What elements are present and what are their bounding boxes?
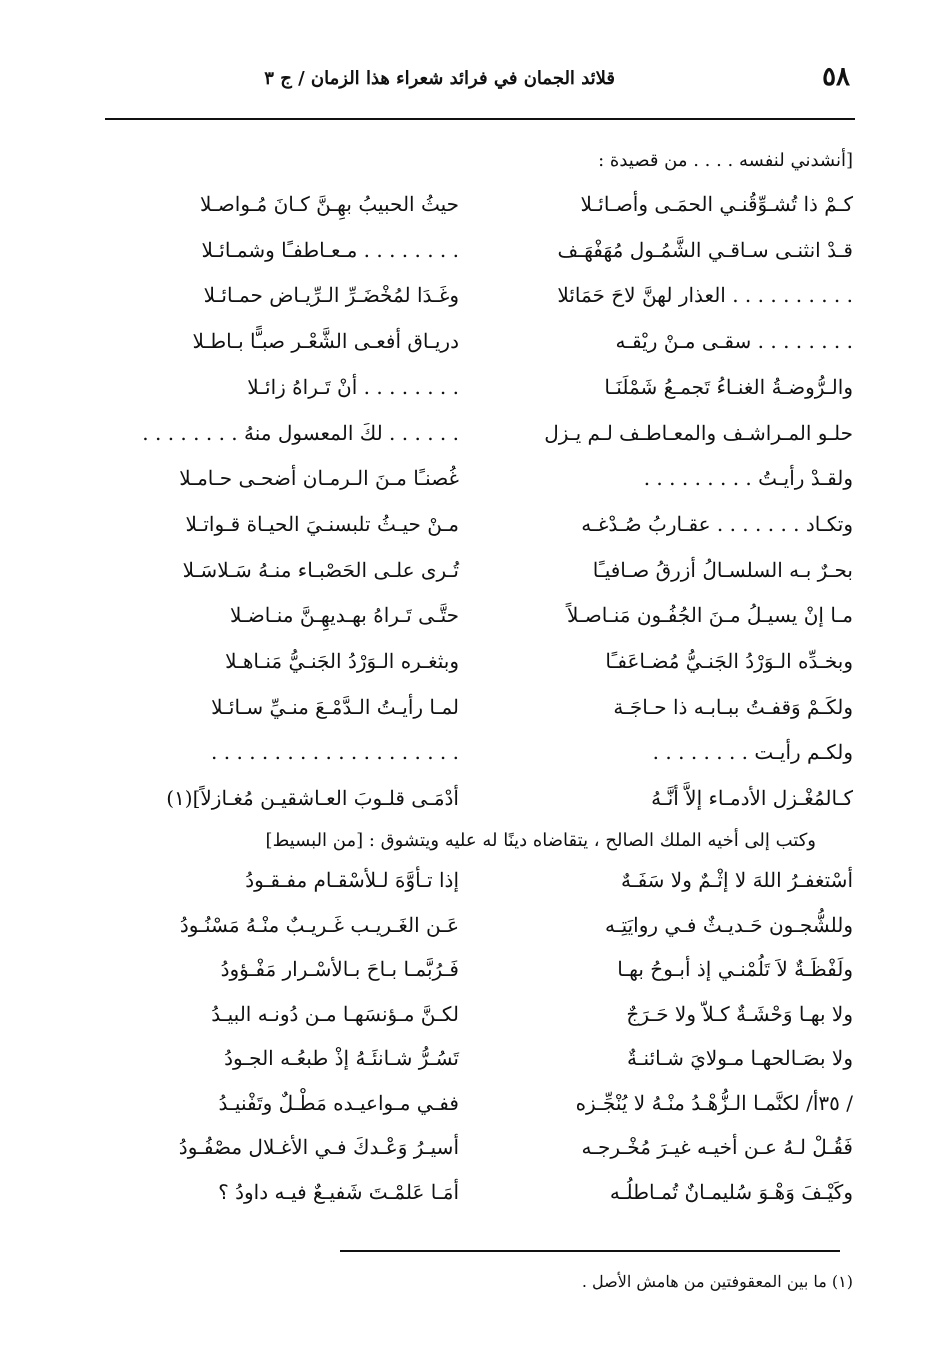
verse-second-hemistich: مـنْ حيـثُ تلبسنـيَ الحيـاة قـواتـلا [185, 511, 459, 536]
verse-first-hemistich: حلـو المـراشـف والمعـاطـف لـم يـزل [544, 420, 853, 445]
verse-second-hemistich: وغَـدَا لمُخْضَـرِّ الـرِّيـاض حمـائـلا [203, 283, 459, 308]
verse-first-hemistich: . . . . . . . . سقـى مـنْ ريْقـه [615, 329, 853, 354]
header-rule [105, 118, 855, 120]
page-header [105, 62, 850, 102]
verse-first-hemistich: وللشُّجـون حَـديـثٌ فـي روايَتِـه [604, 912, 853, 937]
intro-line-2: وكتب إلى أخيه الملك الصالح ، يتقاضاه دينًا له عليه ويتشوق : [من البسيط] [265, 830, 816, 851]
verse-first-hemistich: ولَفْظَـةٌ لاَ تَلُمْنـي إذ أبـوحُ بهـا [617, 957, 853, 981]
verse-first-hemistich: والـرُّوضـةُ الغنـاءُ تَجمـعُ شَمْلَنَـا [604, 374, 853, 399]
verse-second-hemistich: تَسُـرُّ شـانئَـهُ إذْ طبعُـه الجـودُ [224, 1046, 459, 1070]
verse-second-hemistich: . . . . . . . . مـعـاطفـًا وشمـائـلا [201, 237, 459, 262]
verse-first-hemistich: ولا بهـا وَحْشَـةٌ كـلاّ ولا حَـرَجٌ [626, 1001, 853, 1026]
verse-first-hemistich: مـا إنْ يسيـلُ مـنَ الجُفُـون مَنـاصـلاً [567, 603, 853, 628]
verse-second-hemistich: إذا تـأوَّهَ لـلأسْقـام مفـقـودُ [245, 868, 459, 892]
verse-first-hemistich: كـالمُغْـزل الأدمـاء إلاَّ أنَّـهُ [651, 786, 853, 811]
verse-first-hemistich: وكَيْـفَ وَهْـوَ سُليمـانٌ تُمـاطلُـه [609, 1179, 853, 1204]
page-number: ٥٨ [822, 62, 850, 92]
verse-first-hemistich: ولكـم رأيـت . . . . . . . . [652, 740, 853, 765]
verse-second-hemistich: لكـنَّ مـؤنسَهـا مـن دُونـه البيـدُ [211, 1001, 459, 1026]
verse-second-hemistich: أمَـا عَلمْـتَ شَفيـعٌ فيـه داودُ ؟ [218, 1179, 459, 1204]
footnote: (١) ما بين المعقوفتين من هامش الأصل . [581, 1272, 853, 1291]
verse-first-hemistich: أسْتغفـرُ اللهَ لا إثْـمٌ ولا سَفَـهٌ [620, 868, 853, 892]
verse-second-hemistich: وبثغـره الـوَرْدُ الجَنـيُّ مَنـاهـلا [225, 649, 459, 673]
verse-first-hemistich: وتكـاد . . . . . . . عقـاربُ صُـدْغـه [581, 511, 853, 536]
verse-second-hemistich: حتَّـى تَـراهُ بهـديهِـنَّ منـاضـلا [230, 603, 459, 628]
verse-first-hemistich: قـدْ انثنـى سـاقـي الشَّمُـول مُهَفْهَـف [557, 237, 853, 262]
verse-first-hemistich: ولا بصَـالحهـا مـولايَ شـائنـةٌ [626, 1046, 853, 1070]
running-title: قلائد الجمان في فرائد شعراء هذا الزمان / ج ٣ [264, 68, 615, 89]
verse-first-hemistich: فَقُـلْ لـهُ عـن أخيـه غيـرَ مُخْـرجـه [581, 1135, 853, 1159]
verse-second-hemistich: تُـرى علـى الحَصْبـاء منـهُ سَـلاسَـلا [182, 557, 459, 582]
verse-second-hemistich: فَـرُبَّمـا بـاحَ بـالأسْـرار مَفْـؤودُ [220, 957, 459, 981]
verse-second-hemistich: . . . . . . . . . . . . . . . . . . . . [211, 740, 459, 765]
intro-line-1: [أنشدني لنفسه . . . . من قصيدة : [598, 150, 853, 171]
verse-second-hemistich: لمـا رأيـتُ الـدَّمْـعَ منـيِّ سـائـلا [211, 694, 459, 719]
verse-second-hemistich: عَـن الغَـريـب غَـريـبٌ منْـهُ مَسْنُـودُ [179, 912, 459, 937]
footnote-rule [340, 1250, 840, 1252]
verse-second-hemistich: . . . . . . . . أنْ تَـراهُ زائـلا [247, 374, 459, 399]
verse-first-hemistich: . . . . . . . . . . العذار لهنَّ لاحَ حَمَائلا [557, 283, 853, 308]
verse-second-hemistich: أسيـرُ وَعْـدكَ فـي الأغـلال مصْفُـودُ [178, 1135, 459, 1159]
verse-second-hemistich: . . . . . . لكَ المعسول منهُ . . . . . . . . [142, 420, 459, 445]
verse-first-hemistich: ولقـدْ رأيـتُ . . . . . . . . . [643, 466, 853, 491]
verse-first-hemistich: ولكَـمْ وَقفـتُ ببـابـه ذا حـاجَـة [613, 694, 853, 719]
verse-second-hemistich: ففـي مـواعيـده مَطْـلٌ وتَفْنيـدُ [218, 1090, 459, 1115]
verse-first-hemistich: بحـرٌ بـه السلسـالُ أزرقُ صـافيـًا [592, 557, 853, 582]
verse-first-hemistich: كـمْ ذا تُشـوِّقُنـي الحمَـى وأصـائـلا [580, 192, 853, 216]
verse-second-hemistich: حيثُ الحبيبُ بهِـنَّ كـانَ مُـواصـلا [199, 192, 459, 216]
verse-second-hemistich: أدْمَـى قلـوبَ العـاشقيـن مُغـازلاً](١) [166, 786, 459, 811]
verse-second-hemistich: دريـاق أفعـى الشَّعْـر صبـًّا بـاطـلا [192, 329, 459, 354]
verse-first-hemistich: / ٣٥أ/ لكنَّمـا الـزُّهْـدُ منْـهُ لا يُنْجِّـزه [575, 1090, 853, 1115]
verse-second-hemistich: غُصنـًا مـنَ الـرمـان أضحـى حـامـلا [179, 466, 459, 491]
verse-first-hemistich: وبخـدِّه الـوَرْدُ الجَنـيُّ مُضـاعَفـًا [605, 649, 853, 673]
